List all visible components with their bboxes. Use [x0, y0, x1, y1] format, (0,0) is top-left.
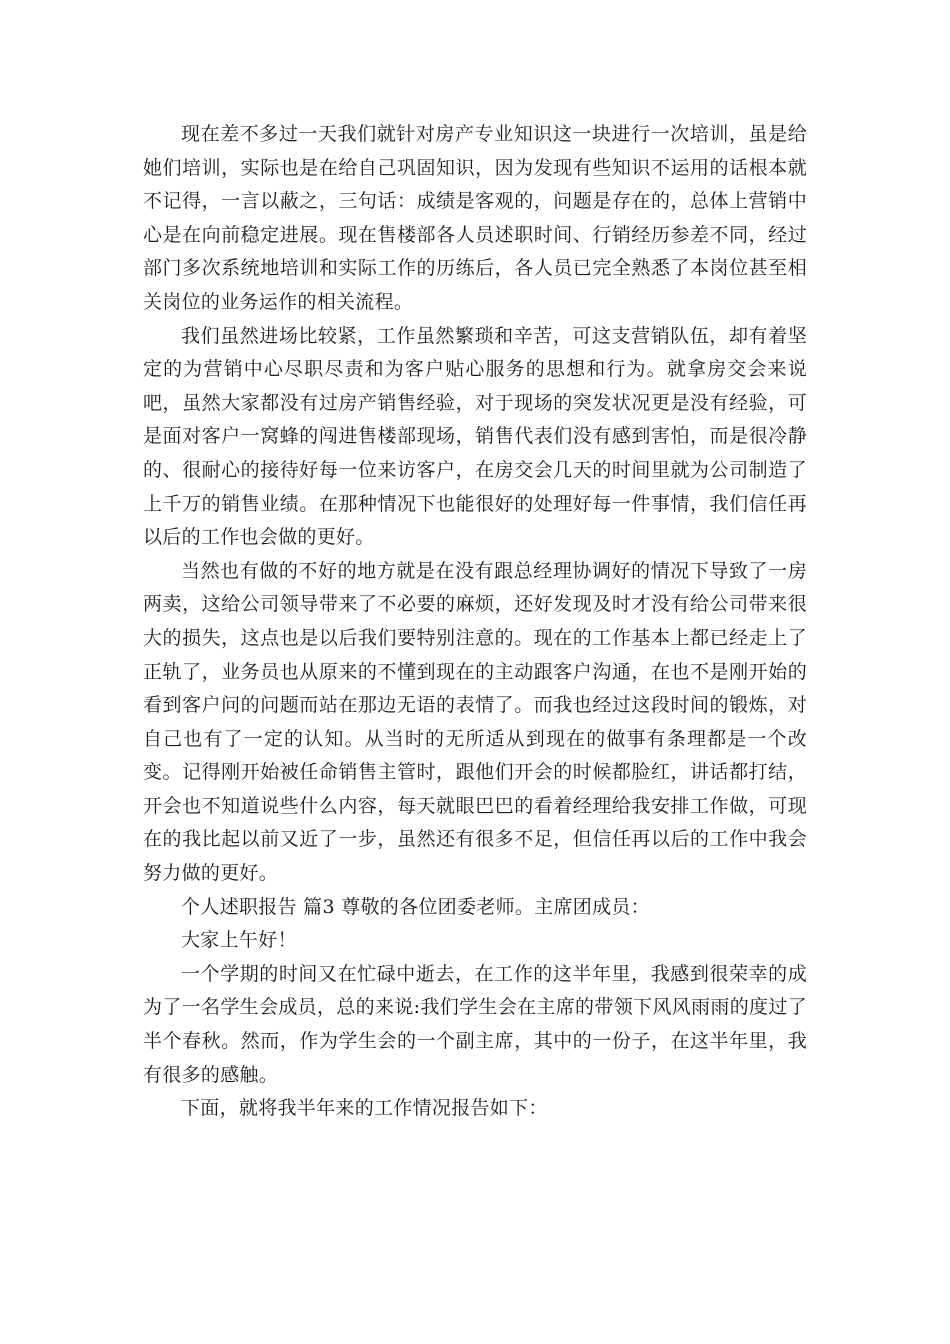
greeting: 大家上午好！: [181, 929, 297, 952]
report-heading: 个人述职报告 篇3 尊敬的各位团委老师。主席团成员：: [181, 895, 650, 918]
paragraph-intro: 下面，就将我半年来的工作情况报告如下：: [181, 1097, 548, 1120]
paragraph-sales-team: 我们虽然进场比较紧，工作虽然繁琐和辛苦，可这支营销队伍，却有着坚定的为营销中心尽职尽责和为客户贴心服务的思想和行为。就拿房交会来说吧，虽然大家都没有过房产销售经验，对于现场的突发状况更是没有经验，可是面对客户一窝蜂的闯进售楼部现场，销售代表们没有感到害怕，而是很冷静的、很耐心的接待好每一位来访客户，在房交会几天的时间里就为公司制造了上千万的销售业绩。在那种情况下也能很好的处理好每一件事情，我们信任再以后的工作也会做的更好。: [143, 324, 807, 549]
paragraph-shortcomings: 当然也有做的不好的地方就是在没有跟总经理协调好的情况下导致了一房两卖，这给公司领导带来了不必要的麻烦，还好发现及时才没有给公司带来很大的损失，这点也是以后我们要特别注意的。现在的工作基本上都已经走上了正轨了，业务员也从原来的不懂到现在的主动跟客户沟通，在也不是刚开始的看到客户问的问题而站在那边无语的表情了。而我也经过这段时间的锻炼，对自己也有了一定的认知。从当时的无所适从到现在的做事有条理都是一个改变。记得刚开始被任命销售主管时，跟他们开会的时候都脸红，讲话都打结，开会也不知道说些什么内容，每天就眼巴巴的看着经理给我安排工作做，可现在的我比起以前又近了一步，虽然还有很多不足，但信任再以后的工作中我会努力做的更好。: [143, 559, 807, 885]
paragraph-semester: 一个学期的时间又在忙碌中逝去，在工作的这半年里，我感到很荣幸的成为了一名学生会成员，总的来说:我们学生会在主席的带领下风风雨雨的度过了半个春秋。然而，作为学生会的一个副主席，其中的一份子，在这半年里，我有很多的感触。: [143, 962, 807, 1086]
document-body: [143, 118, 807, 1126]
paragraph-training: 现在差不多过一天我们就针对房产专业知识这一块进行一次培训，虽是给她们培训，实际也是在给自己巩固知识，因为发现有些知识不运用的话根本就不记得，一言以蔽之，三句话：成绩是客观的，问题是存在的，总体上营销中心是在向前稳定进展。现在售楼部各人员述职时间、行销经历参差不同，经过部门多次系统地培训和实际工作的历练后，各人员已完全熟悉了本岗位甚至相关岗位的业务运作的相关流程。: [143, 123, 807, 313]
